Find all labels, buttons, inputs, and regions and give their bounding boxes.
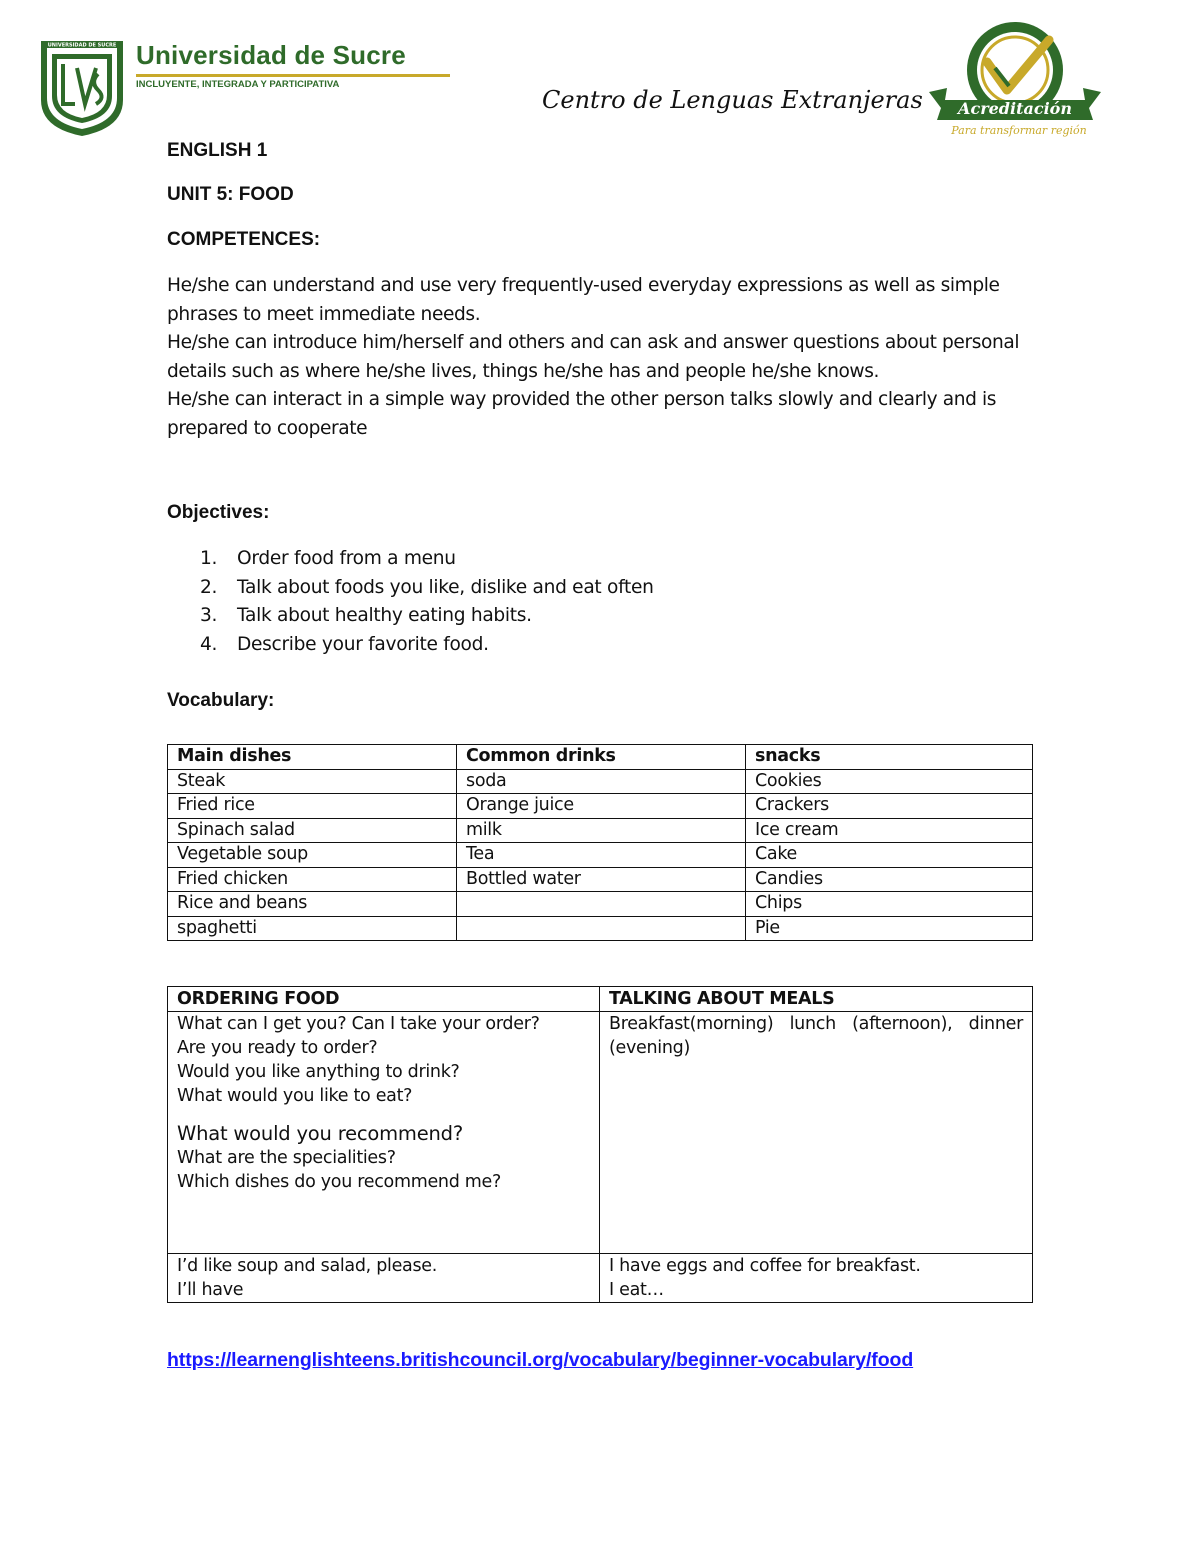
column-header: TALKING ABOUT MEALS (600, 987, 1033, 1012)
table-cell: soda (457, 769, 746, 794)
table-cell: Fried chicken (168, 867, 457, 892)
table-cell: spaghetti (168, 916, 457, 941)
table-row (168, 1012, 1033, 1254)
table-cell: milk (457, 818, 746, 843)
phrase-spacer (177, 1108, 590, 1122)
objectives-list (200, 545, 654, 659)
table-cell: Crackers (746, 794, 1033, 819)
ordering-examples-cell (168, 1254, 600, 1303)
course-title: ENGLISH 1 (167, 140, 268, 161)
objective-item: 4. Describe your favorite food. (200, 633, 489, 655)
table-cell: Bottled water (457, 867, 746, 892)
objective-item: 2. Talk about foods you like, dislike and eat often (200, 576, 654, 598)
phrase-line: What would you recommend? (177, 1122, 464, 1145)
table-cell: Vegetable soup (168, 843, 457, 868)
phrase-line: Which dishes do you recommend me? (177, 1172, 501, 1192)
phrases-table (167, 986, 1033, 1303)
brand-rule (136, 74, 450, 77)
table-cell: Steak (168, 769, 457, 794)
table-cell (457, 892, 746, 917)
table-cell: Ice cream (746, 818, 1033, 843)
table-cell: Rice and beans (168, 892, 457, 917)
meals-phrases-cell: Breakfast(morning) lunch (afternoon), dinner (evening) (600, 1012, 1033, 1254)
table-row (168, 818, 1033, 843)
column-header: Common drinks (457, 745, 746, 770)
table-row (168, 769, 1033, 794)
badge-title: Acreditación (958, 99, 1072, 118)
column-header: Main dishes (168, 745, 457, 770)
table-row (168, 916, 1033, 941)
center-name: Centro de Lenguas Extranjeras (542, 86, 923, 114)
column-header: snacks (746, 745, 1033, 770)
column-header: ORDERING FOOD (168, 987, 600, 1012)
competences-heading: COMPETENCES: (167, 229, 321, 250)
example-line: I’d like soup and salad, please. (177, 1256, 438, 1276)
table-row (168, 843, 1033, 868)
table-cell (457, 916, 746, 941)
table-cell: Chips (746, 892, 1033, 917)
table-header-row (168, 987, 1033, 1012)
table-cell: Candies (746, 867, 1033, 892)
example-line: I’ll have (177, 1280, 244, 1300)
phrase-line: Are you ready to order? (177, 1038, 378, 1058)
table-header-row (168, 745, 1033, 770)
british-council-link[interactable]: https://learnenglishteens.britishcouncil.org/vocabulary/beginner-vocabulary/food (167, 1349, 914, 1371)
objective-item: 1. Order food from a menu (200, 548, 456, 569)
meals-examples-cell (600, 1254, 1033, 1303)
table-cell: Tea (457, 843, 746, 868)
table-cell: Fried rice (168, 794, 457, 819)
phrase-line: What can I get you? Can I take your order? (177, 1014, 540, 1034)
competence-1: He/she can understand and use very frequently-used everyday expressions as well as simple phrases to meet immediate needs. (167, 275, 1000, 325)
table-row (168, 794, 1033, 819)
competences-text (167, 272, 1037, 444)
table-row (168, 892, 1033, 917)
table-cell: Cake (746, 843, 1033, 868)
table-row (168, 1254, 1033, 1303)
competence-3: He/she can interact in a simple way provided the other person talks slowly and clearly and is prepared to cooperate (167, 389, 997, 439)
university-name: Universidad de Sucre (136, 40, 406, 70)
table-cell: Pie (746, 916, 1033, 941)
table-cell: Spinach salad (168, 818, 457, 843)
vocabulary-heading: Vocabulary: (167, 690, 275, 711)
competence-2: He/she can introduce him/herself and others and can ask and answer questions about personal details such as where he/she lives, things he/she has and people he/she knows. (167, 332, 1020, 382)
example-line: I eat… (609, 1280, 664, 1300)
left-logo-text: UNIVERSIDAD DE SUCRE (47, 42, 117, 49)
accreditation-badge-logo (925, 18, 1105, 142)
example-line: I have eggs and coffee for breakfast. (609, 1256, 921, 1276)
ordering-phrases-cell (168, 1012, 600, 1254)
objectives-heading: Objectives: (167, 502, 270, 523)
university-shield-logo (38, 38, 126, 138)
phrase-line: What are the specialities? (177, 1148, 396, 1168)
phrase-line: What would you like to eat? (177, 1086, 413, 1106)
table-cell: Cookies (746, 769, 1033, 794)
phrase-line: Would you like anything to drink? (177, 1062, 460, 1082)
unit-title: UNIT 5: FOOD (167, 184, 294, 205)
table-row (168, 867, 1033, 892)
objective-item: 3. Talk about healthy eating habits. (200, 605, 532, 627)
table-cell: Orange juice (457, 794, 746, 819)
vocabulary-table (167, 744, 1033, 941)
badge-subtitle: Para transformar región (951, 124, 1087, 137)
university-tagline: INCLUYENTE, INTEGRADA Y PARTICIPATIVA (136, 79, 340, 90)
